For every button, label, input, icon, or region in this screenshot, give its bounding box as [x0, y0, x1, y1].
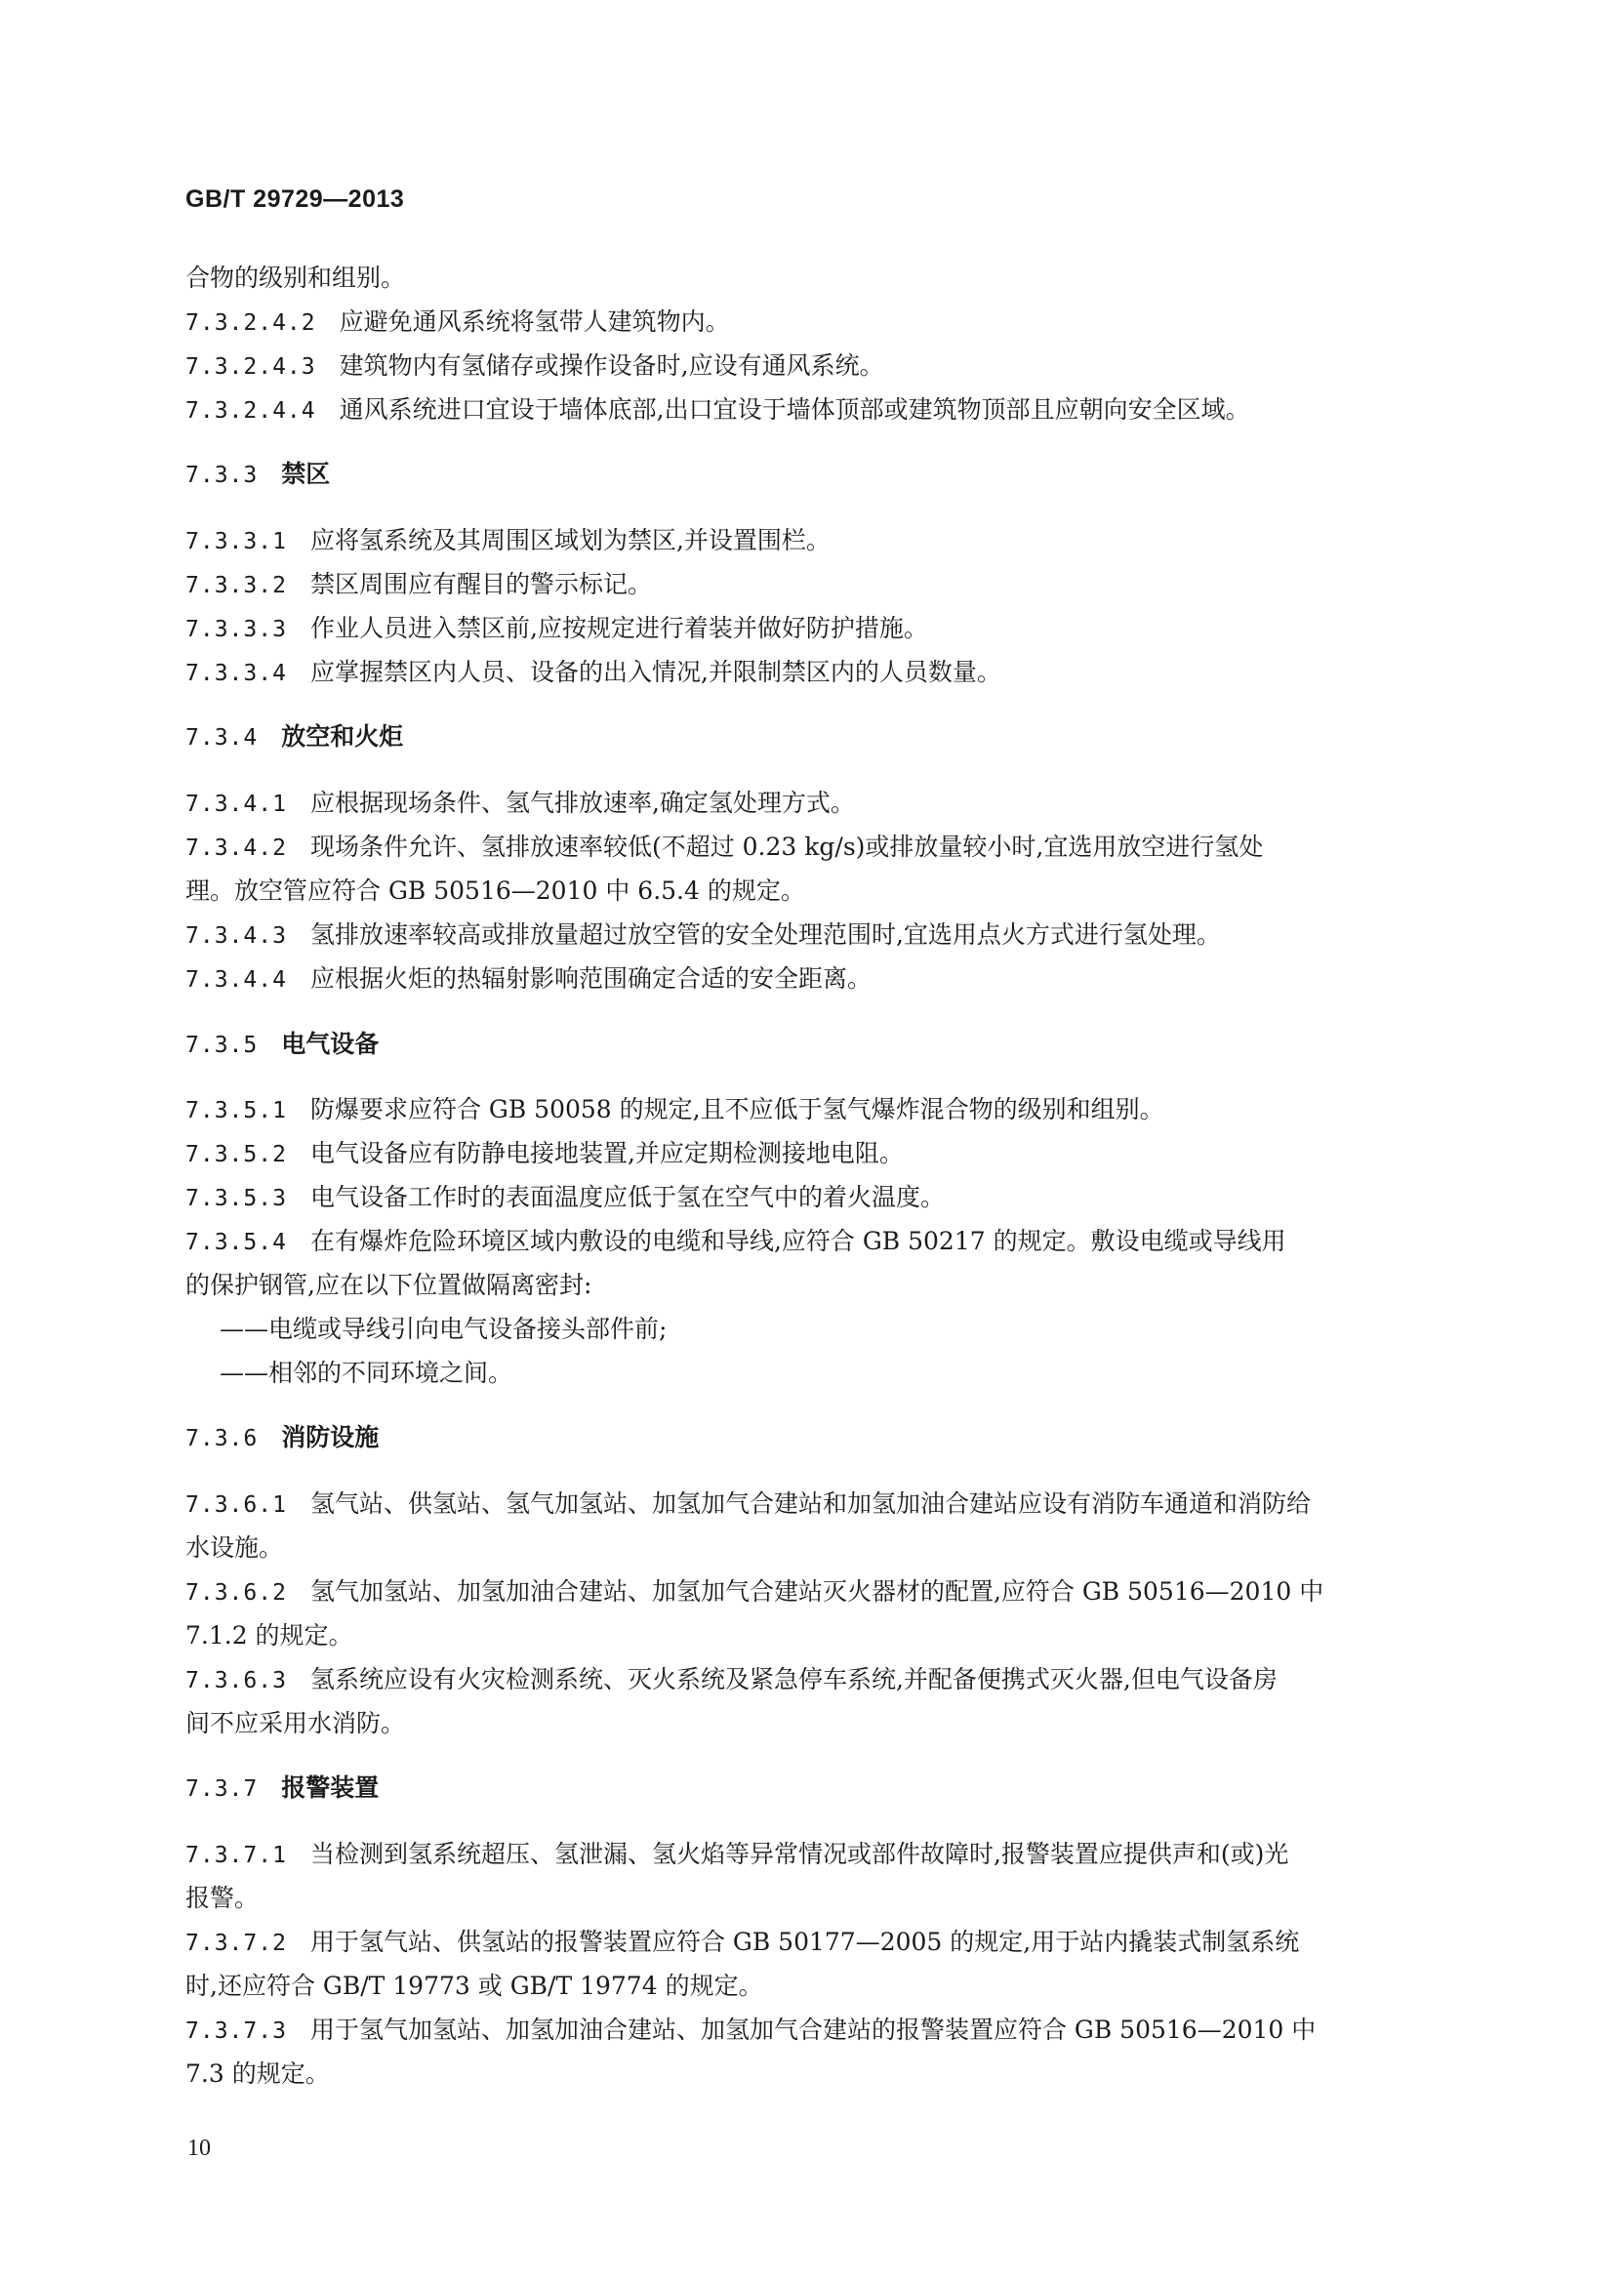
- clause-7-3-4-1: 7.3.4.1 应根据现场条件、氢气排放速率,确定氢处理方式。: [185, 789, 855, 817]
- clause-7-3-5-1: 7.3.5.1 防爆要求应符合 GB 50058 的规定,且不应低于氢气爆炸混合物的级别和组别。: [185, 1095, 1164, 1123]
- standard-number: GB/T 29729—2013: [185, 185, 405, 213]
- clause-number: 7.3.2.4.4: [185, 398, 316, 424]
- clause-7-3-4-4: 7.3.4.4 应根据火炬的热辐射影响范围确定合适的安全距离。: [185, 964, 872, 993]
- section-heading-7-3-5: 7.3.5 电气设备: [185, 1030, 380, 1058]
- section-heading-7-3-7: 7.3.7 报警装置: [185, 1773, 380, 1802]
- clause-7-3-7-1: 7.3.7.1 当检测到氢系统超压、氢泄漏、氢火焰等异常情况或部件故障时,报警装置应提供声和(或)光: [185, 1840, 1289, 1868]
- paragraph-line: 水设施。: [185, 1533, 284, 1562]
- clause-7-3-5-3: 7.3.5.3 电气设备工作时的表面温度应低于氢在空气中的着火温度。: [185, 1183, 945, 1211]
- clause-7-3-7-3: 7.3.7.3 用于氢气加氢站、加氢加油合建站、加氢加气合建站的报警装置应符合 GB 50516—2010 中: [185, 2016, 1317, 2044]
- section-heading-7-3-6: 7.3.6 消防设施: [185, 1423, 380, 1451]
- list-item: ——相邻的不同环境之间。: [220, 1359, 513, 1387]
- clause-7-3-6-3: 7.3.6.3 氢系统应设有火灾检测系统、灭火系统及紧急停车系统,并配备便携式灭火器,但电气设备房: [185, 1665, 1278, 1693]
- clause-7-3-3-4: 7.3.3.4 应掌握禁区内人员、设备的出入情况,并限制禁区内的人员数量。: [185, 658, 1001, 686]
- clause-7-3-3-3: 7.3.3.3 作业人员进入禁区前,应按规定进行着装并做好防护措施。: [185, 614, 928, 642]
- page-number: 10: [187, 2136, 211, 2161]
- paragraph-line: 间不应采用水消防。: [185, 1709, 406, 1737]
- clause-7-3-6-2: 7.3.6.2 氢气加氢站、加氢加油合建站、加氢加气合建站灭火器材的配置,应符合 GB 50516—2010 中: [185, 1577, 1324, 1606]
- paragraph-line: 时,还应符合 GB/T 19773 或 GB/T 19774 的规定。: [185, 1972, 763, 2000]
- clause-7-3-5-4: 7.3.5.4 在有爆炸危险环境区域内敷设的电缆和导线,应符合 GB 50217 的规定。敷设电缆或导线用: [185, 1227, 1286, 1255]
- clause-7-3-4-3: 7.3.4.3 氢排放速率较高或排放量超过放空管的安全处理范围时,宜选用点火方式进行氢处理。: [185, 920, 1221, 949]
- clause-7-3-2-4-4: 7.3.2.4.4 通风系统进口宜设于墙体底部,出口宜设于墙体顶部或建筑物顶部且应朝向安全区域。: [185, 395, 1250, 424]
- clause-7-3-3-1: 7.3.3.1 应将氢系统及其周围区域划为禁区,并设置围栏。: [185, 526, 831, 554]
- paragraph-line: 合物的级别和组别。: [185, 264, 406, 292]
- paragraph-line: 理。放空管应符合 GB 50516—2010 中 6.5.4 的规定。: [185, 876, 805, 905]
- paragraph-line: 报警。: [185, 1884, 260, 1912]
- list-item: ——电缆或导线引向电气设备接头部件前;: [220, 1315, 668, 1343]
- clause-7-3-2-4-3: 7.3.2.4.3 建筑物内有氢储存或操作设备时,应设有通风系统。: [185, 351, 884, 380]
- clause-number: 7.3.2.4.3: [185, 354, 316, 380]
- paragraph-line: 7.1.2 的规定。: [185, 1621, 353, 1650]
- clause-7-3-5-2: 7.3.5.2 电气设备应有防静电接地装置,并应定期检测接地电阻。: [185, 1139, 904, 1167]
- paragraph-line: 的保护钢管,应在以下位置做隔离密封:: [185, 1271, 592, 1299]
- paragraph-line: 7.3 的规定。: [185, 2059, 330, 2088]
- section-heading-7-3-3: 7.3.3 禁区: [185, 460, 331, 488]
- clause-7-3-3-2: 7.3.3.2 禁区周围应有醒目的警示标记。: [185, 570, 652, 598]
- clause-7-3-4-2: 7.3.4.2 现场条件允许、氢排放速率较低(不超过 0.23 kg/s)或排放量较小时,宜选用放空进行氢处: [185, 833, 1264, 861]
- clause-number: 7.3.2.4.2: [185, 310, 316, 336]
- clause-7-3-2-4-2: 7.3.2.4.2 应避免通风系统将氢带人建筑物内。: [185, 307, 730, 336]
- clause-7-3-7-2: 7.3.7.2 用于氢气站、供氢站的报警装置应符合 GB 50177—2005 的规定,用于站内撬装式制氢系统: [185, 1928, 1300, 1956]
- clause-7-3-6-1: 7.3.6.1 氢气站、供氢站、氢气加氢站、加氢加气合建站和加氢加油合建站应设有消防车通道和消防给: [185, 1489, 1311, 1518]
- section-heading-7-3-4: 7.3.4 放空和火炬: [185, 722, 404, 751]
